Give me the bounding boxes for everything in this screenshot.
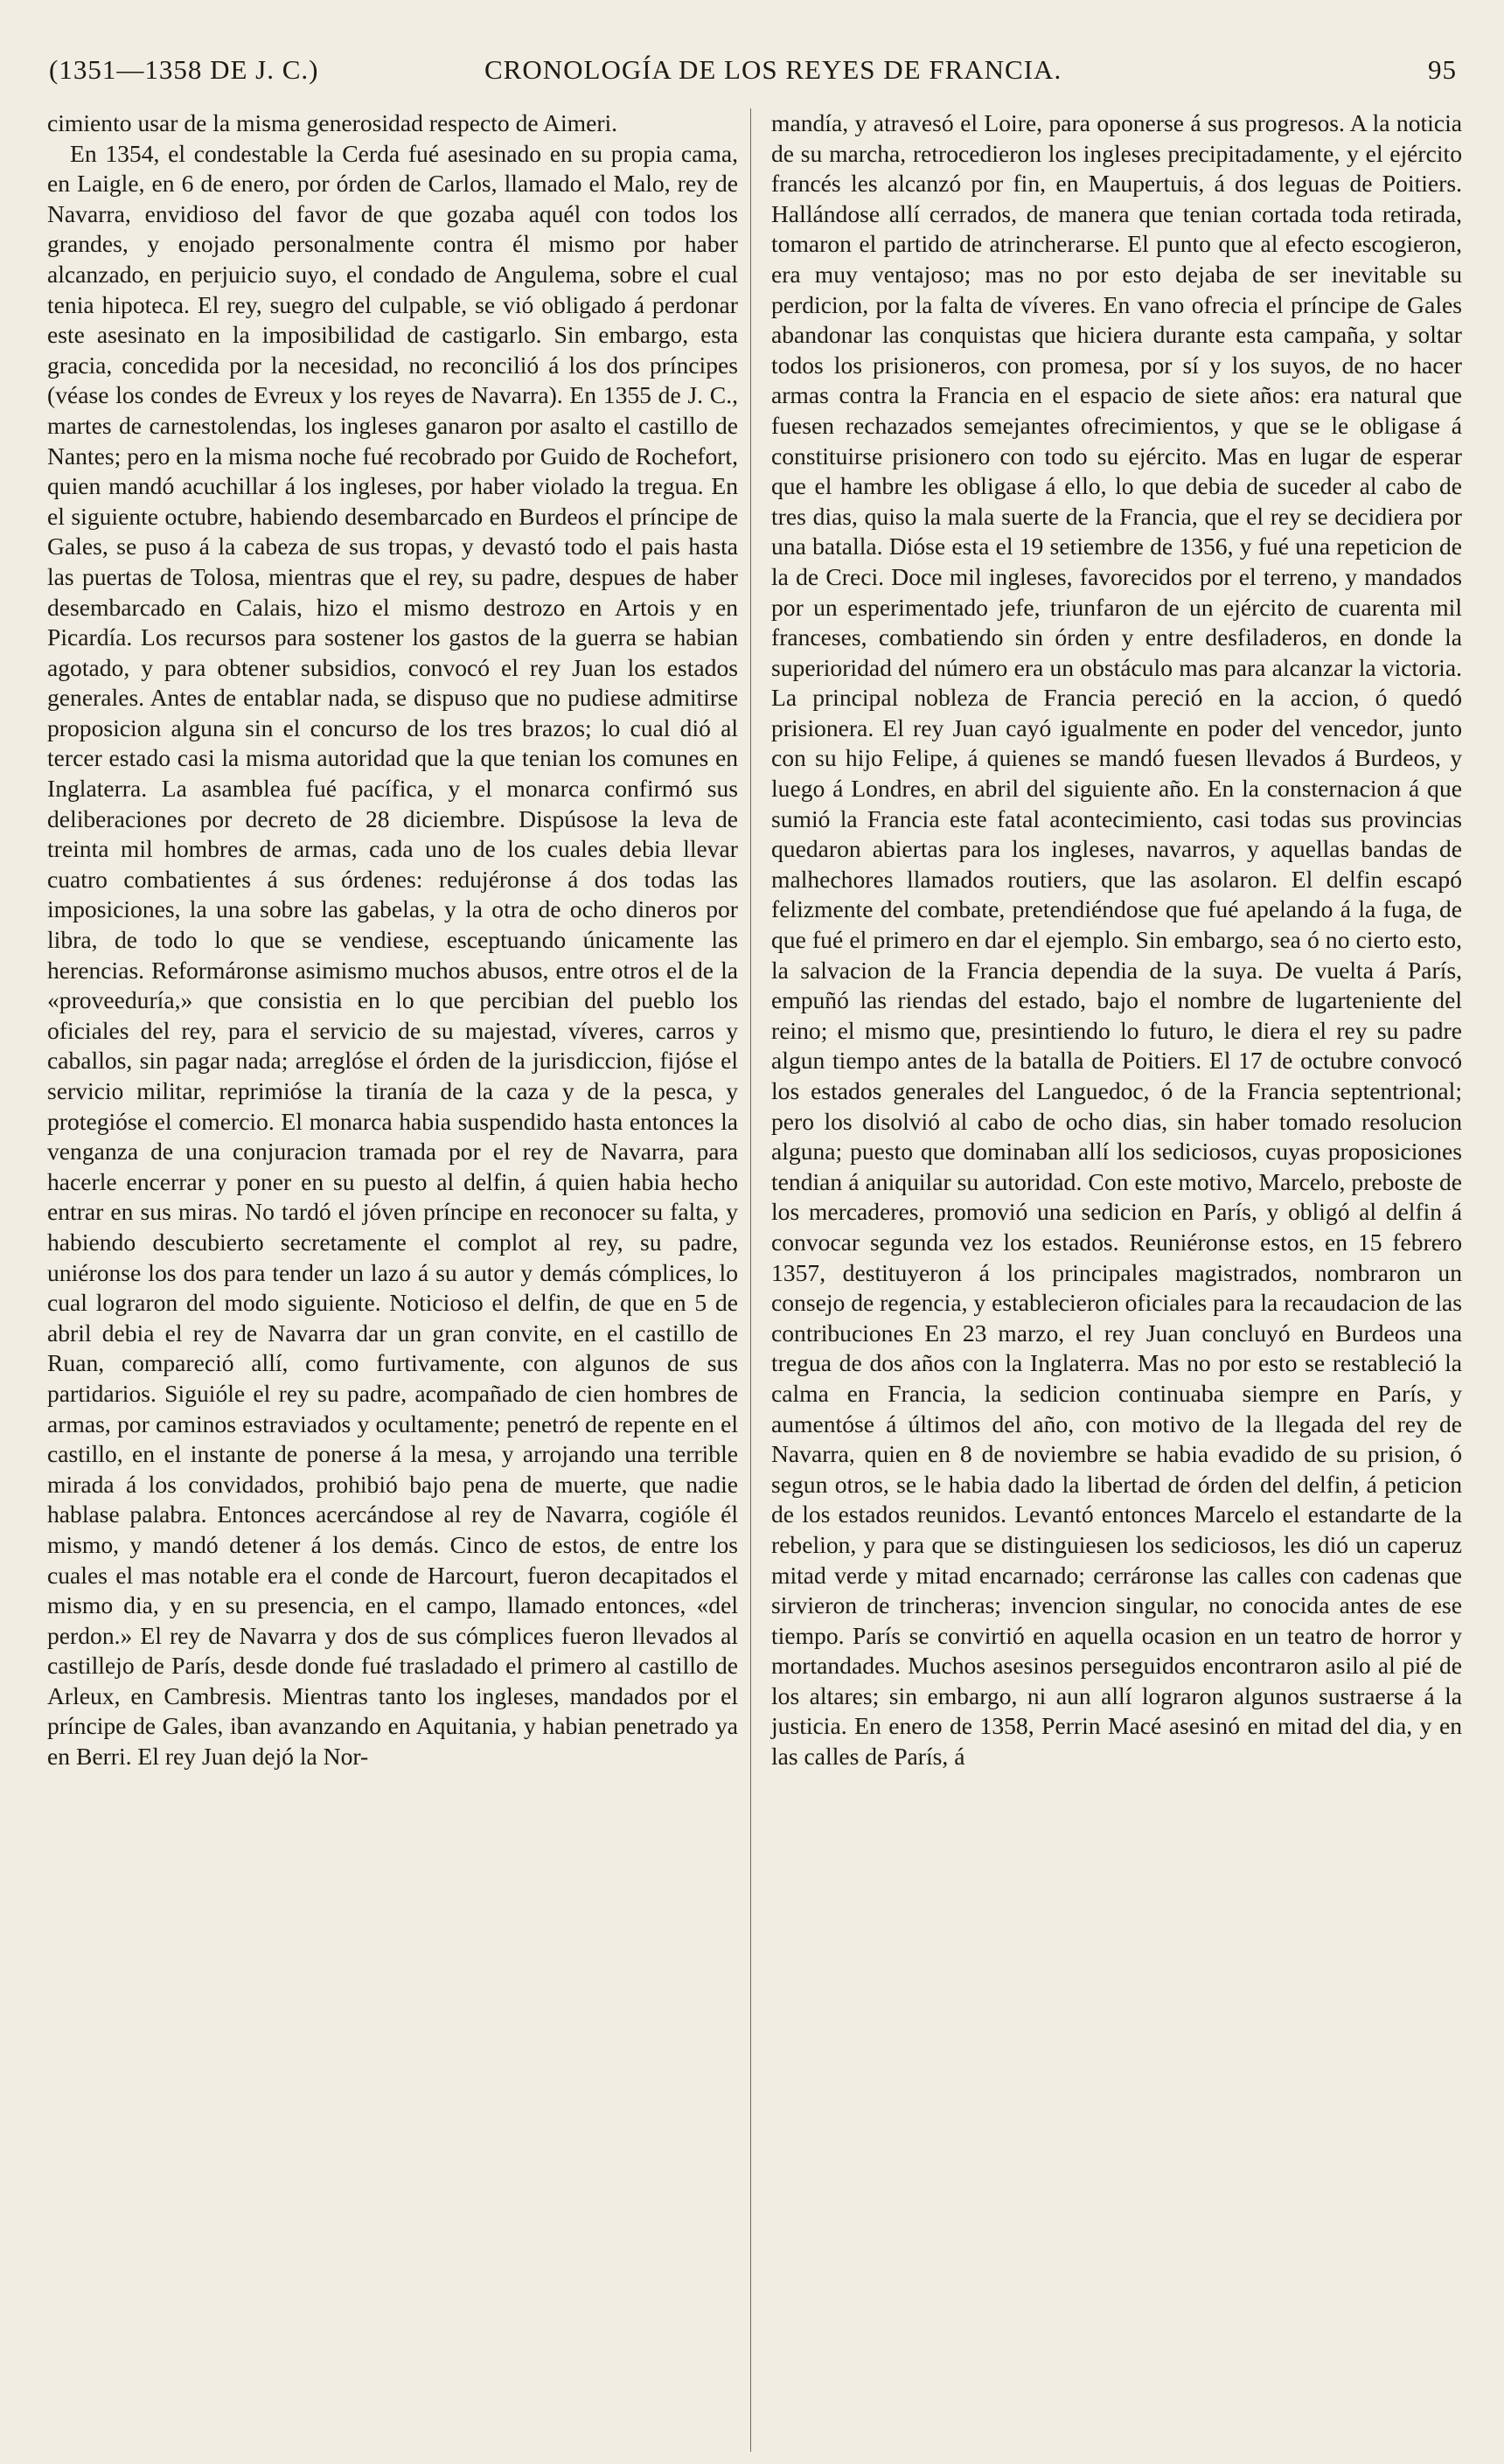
column-divider: [750, 108, 751, 2452]
right-column: [771, 108, 1462, 1772]
text-columns: [47, 108, 1462, 1772]
running-header: [47, 54, 1462, 105]
header-title: CRONOLOGÍA DE LOS REYES DE FRANCIA.: [484, 54, 1062, 85]
paragraph: mandía, y atravesó el Loire, para oponerse á sus progresos. A la noticia de su marcha, retrocedieron los ingleses precipitadamente, y el ejército francés les alcanzó por fin, en Maupertuis, á dos leguas de Poitiers. Hallándose allí cerrados, de manera que tenian cortada toda retirada, tomaron el partido de atrincherarse. El punto que al efecto escogieron, era muy ventajoso; mas no por esto dejaba de ser inevitable su perdicion, por la falta de víveres. En vano ofrecia el príncipe de Gales abandonar las conquistas que hiciera durante esta campaña, y soltar todos los prisioneros, con promesa, por sí y los suyos, de no hacer armas contra la Francia en el espacio de siete años: era natural que fuesen rechazados semejantes ofrecimientos, y que se le obligase á constituirse prisionero con todo su ejército. Mas en lugar de esperar que el hambre les obligase á ello, lo que debia de suceder al cabo de tres dias, quiso la mala suerte de la Francia, que el rey se decidiera por una batalla. Dióse esta el 19 setiembre de 1356, y fué una repeticion de la de Creci. Doce mil ingleses, favorecidos por el terreno, y mandados por un esperimentado jefe, triunfaron de un ejército de cuarenta mil franceses, combatiendo sin órden y entre desfiladeros, en donde la superioridad del número era un obstáculo mas para alcanzar la victoria. La principal nobleza de Francia pereció en la accion, ó quedó prisionera. El rey Juan cayó igualmente en poder del vencedor, junto con su hijo Felipe, á quienes se mandó fuesen llevados á Burdeos, y luego á Londres, en abril del siguiente año. En la consternacion á que sumió la Francia este fatal acontecimiento, casi todas sus provincias quedaron abiertas para los ingleses, navarros, y aquellas bandas de malhechores llamados routiers, que las asolaron. El delfin escapó felizmente del combate, pretendiéndose que fué apelando á la fuga, de que fué el primero en dar el ejemplo. Sin embargo, sea ó no cierto esto, la salvacion de la Francia dependia de la suya. De vuelta á París, empuñó las riendas del estado, bajo el nombre de lugarteniente del reino; el mismo que, presintiendo lo futuro, le diera el rey su padre algun tiempo antes de la batalla de Poitiers. El 17 de octubre convocó los estados generales del Languedoc, ó de la Francia septentrional; pero los disolvió al cabo de ocho dias, sin haber tomado resolucion alguna; puesto que dominaban allí los sediciosos, cuyas proposiciones tendian á aniquilar su autoridad. Con este motivo, Marcelo, preboste de los mercaderes, promovió una sedicion en París, y obligó al delfin á convocar segunda vez los estados. Reuniéronse estos, en 15 febrero 1357, destituyeron á los principales magistrados, nombraron un consejo de regencia, y establecieron oficiales para la recaudacion de las contribuciones En 23 marzo, el rey Juan concluyó en Burdeos una tregua de dos años con la Inglaterra. Mas no por esto se restableció la calma en Francia, la sedicion continuaba siempre en París, y aumentóse á últimos del año, con motivo de la llegada del rey de Navarra, quien en 8 de noviembre se habia evadido de su prision, ó segun otros, se le habia dado la libertad de órden del delfin, á peticion de los estados reunidos. Levantó entonces Marcelo el estandarte de la rebelion, y para que se distinguiesen los sediciosos, les dió un caperuz mitad verde y mitad encarnado; cerráronse las calles con cadenas que sirvieron de trincheras; invencion singular, no conocida antes de ese tiempo. París se convirtió en aquella ocasion en un teatro de horror y mortandades. Muchos asesinos perseguidos encontraron asilo al pié de los altares; sin embargo, ni aun allí lograron algunos sustraerse á la justicia. En enero de 1358, Perrin Macé asesinó en mitad del dia, y en las calles de París, á: [771, 109, 1462, 1771]
page-number: 95: [1428, 54, 1457, 85]
paragraph: cimiento usar de la misma generosidad respecto de Aimeri.: [47, 109, 618, 136]
paragraph: En 1354, el condestable la Cerda fué asesinado en su propia cama, en Laigle, en 6 de enero, por órden de Carlos, llamado el Malo, rey de Navarra, envidioso del favor de que gozaba aquél con todos los grandes, y enojado personalmente contra él mismo por haber alcanzado, en perjuicio suyo, el condado de Angulema, sobre el cual tenia hipoteca. El rey, suegro del culpable, se vió obligado á perdonar este asesinato en la imposibilidad de castigarlo. Sin embargo, esta gracia, concedida por la necesidad, no reconcilió á los dos príncipes (véase los condes de Evreux y los reyes de Navarra). En 1355 de J. C., martes de carnestolendas, los ingleses ganaron por asalto el castillo de Nantes; pero en la misma noche fué recobrado por Guido de Rochefort, quien mandó acuchillar á los ingleses, por haber violado la tregua. En el siguiente octubre, habiendo desembarcado en Burdeos el príncipe de Gales, se puso á la cabeza de sus tropas, y devastó todo el pais hasta las puertas de Tolosa, mientras que el rey, su padre, despues de haber desembarcado en Calais, hizo el mismo destrozo en Artois y en Picardía. Los recursos para sostener los gastos de la guerra se habian agotado, y para obtener subsidios, convocó el rey Juan los estados generales. Antes de entablar nada, se dispuso que no pudiese admitirse proposicion alguna sin el concurso de los tres brazos; lo cual dió al tercer estado casi la misma autoridad que la que tenian los comunes en Inglaterra. La asamblea fué pacífica, y el monarca confirmó sus deliberaciones por decreto de 28 diciembre. Dispúsose la leva de treinta mil hombres de armas, cada uno de los cuales debia llevar cuatro combatientes á sus órdenes: redujéronse á dos todas las imposiciones, la una sobre las gabelas, y la otra de ocho dineros por libra, de todo lo que se vendiese, esceptuando únicamente las herencias. Reformáronse asimismo muchos abusos, entre otros el de la «proveeduría,» que consistia en lo que percibian del pueblo los oficiales del rey, para el servicio de su majestad, víveres, carros y caballos, sin pagar nada; arreglóse el órden de la jurisdiccion, fijóse el servicio militar, reprimióse la tiranía de la caza y de la pesca, y protegióse el comercio. El monarca habia suspendido hasta entonces la venganza de una conjuracion tramada por el rey de Navarra, para hacerle encerrar y poner en su puesto al delfin, á quien habia hecho entrar en sus miras. No tardó el jóven príncipe en reconocer su falta, y habiendo descubierto secretamente el complot al rey, su padre, uniéronse los dos para tender un lazo á su autor y demás cómplices, lo cual lograron del modo siguiente. Noticioso el delfin, de que en 5 de abril debia el rey de Navarra dar un gran convite, en el castillo de Ruan, compareció allí, como furtivamente, con algunos de sus partidarios. Siguióle el rey su padre, acompañado de cien hombres de armas, por caminos estraviados y ocultamente; penetró de repente en el castillo, en el instante de ponerse á la mesa, y arrojando una terrible mirada á los convidados, prohibió bajo pena de muerte, que nadie hablase palabra. Entonces acercándose al rey de Navarra, cogióle él mismo, y mandó detener á los demás. Cinco de estos, de entre los cuales el mas notable era el conde de Harcourt, fueron decapitados el mismo dia, y en su presencia, en el campo, llamado entonces, «del perdon.» El rey de Navarra y dos de sus cómplices fueron llevados al castillejo de París, desde donde fué trasladado el primero al castillo de Arleux, en Cambresis. Mientras tanto los ingleses, mandados por el príncipe de Gales, iban avanzando en Aquitania, y habian penetrado ya en Berri. El rey Juan dejó la Nor-: [47, 139, 738, 1771]
header-date-range: (1351—1358 DE J. C.): [49, 54, 319, 85]
left-column: [47, 108, 738, 1772]
